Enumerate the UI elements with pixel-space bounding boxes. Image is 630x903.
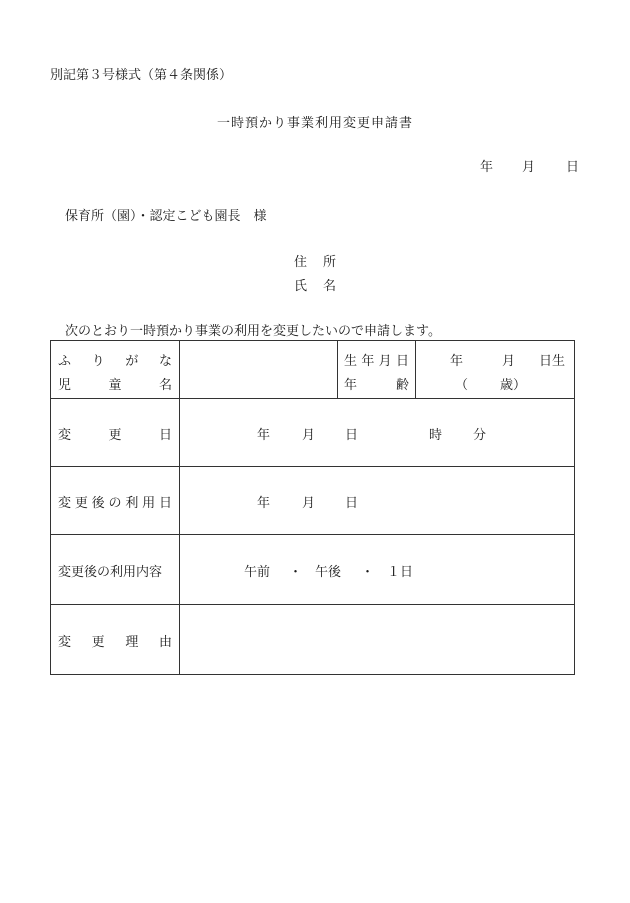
option-morning[interactable]: 午前 — [244, 565, 271, 580]
child-label-cell — [51, 341, 180, 399]
child-name-label: 児 童 名 — [58, 378, 172, 393]
age-label: 年 齢 — [344, 378, 409, 393]
address-char: 所 — [323, 255, 337, 270]
new-use-content-label: 変更後の利用内容 — [58, 565, 163, 580]
new-use-day-unit: 日 — [345, 496, 359, 511]
applicant-name-label — [294, 275, 336, 294]
form-reference: 別記第３号様式（第４条関係） — [50, 68, 233, 83]
date-day: 日 — [566, 160, 580, 175]
name-char: 名 — [323, 279, 337, 294]
new-use-content-row — [51, 535, 575, 605]
option-full-day[interactable]: １日 — [387, 565, 414, 580]
birth-date-label: 生 年 月 日 — [344, 354, 409, 369]
new-use-date-label-cell — [51, 467, 180, 535]
change-day-unit: 日 — [345, 428, 359, 443]
option-separator: ・ — [361, 565, 375, 580]
address-char: 住 — [294, 255, 308, 270]
new-use-date-row — [51, 467, 575, 535]
date-year: 年 — [480, 160, 494, 175]
change-date-input-cell[interactable] — [180, 399, 575, 467]
reason-label: 変 更 理 由 — [58, 635, 172, 650]
change-date-row — [51, 399, 575, 467]
birth-age-input-cell[interactable] — [416, 341, 575, 399]
change-month-unit: 月 — [302, 428, 316, 443]
age-open-paren: （ — [455, 378, 469, 393]
change-minute-unit: 分 — [473, 428, 487, 443]
age-unit: 歳） — [500, 378, 527, 393]
new-use-content-label-cell — [51, 535, 180, 605]
application-form-table — [50, 340, 575, 675]
intro-text: 次のとおり一時預かり事業の利用を変更したいので申請します。 — [65, 324, 441, 339]
new-use-date-label: 変 更 後 の 利 用 日 — [58, 496, 172, 511]
reason-label-cell — [51, 605, 180, 675]
date-month: 月 — [522, 160, 536, 175]
new-use-content-input-cell — [180, 535, 575, 605]
birth-year-unit: 年 — [450, 354, 464, 369]
furigana-label: ふ り が な — [58, 354, 172, 369]
child-info-row — [51, 341, 575, 399]
change-year-unit: 年 — [257, 428, 271, 443]
name-char: 氏 — [294, 279, 308, 294]
option-afternoon[interactable]: 午後 — [315, 565, 342, 580]
change-hour-unit: 時 — [429, 428, 443, 443]
reason-row — [51, 605, 575, 675]
page-title: 一時預かり事業利用変更申請書 — [216, 116, 413, 131]
new-use-year-unit: 年 — [257, 496, 271, 511]
new-use-month-unit: 月 — [302, 496, 316, 511]
birth-day-unit: 日生 — [539, 354, 566, 369]
birth-age-label-cell — [338, 341, 416, 399]
applicant-address-label — [294, 251, 336, 270]
addressee: 保育所（園）・認定こども園長 様 — [65, 209, 267, 224]
new-use-date-input-cell[interactable] — [180, 467, 575, 535]
reason-input-cell[interactable] — [180, 605, 575, 675]
child-name-input-cell[interactable] — [180, 341, 338, 399]
birth-month-unit: 月 — [502, 354, 516, 369]
change-date-label: 変 更 日 — [58, 428, 172, 443]
option-separator: ・ — [289, 565, 303, 580]
change-date-label-cell — [51, 399, 180, 467]
